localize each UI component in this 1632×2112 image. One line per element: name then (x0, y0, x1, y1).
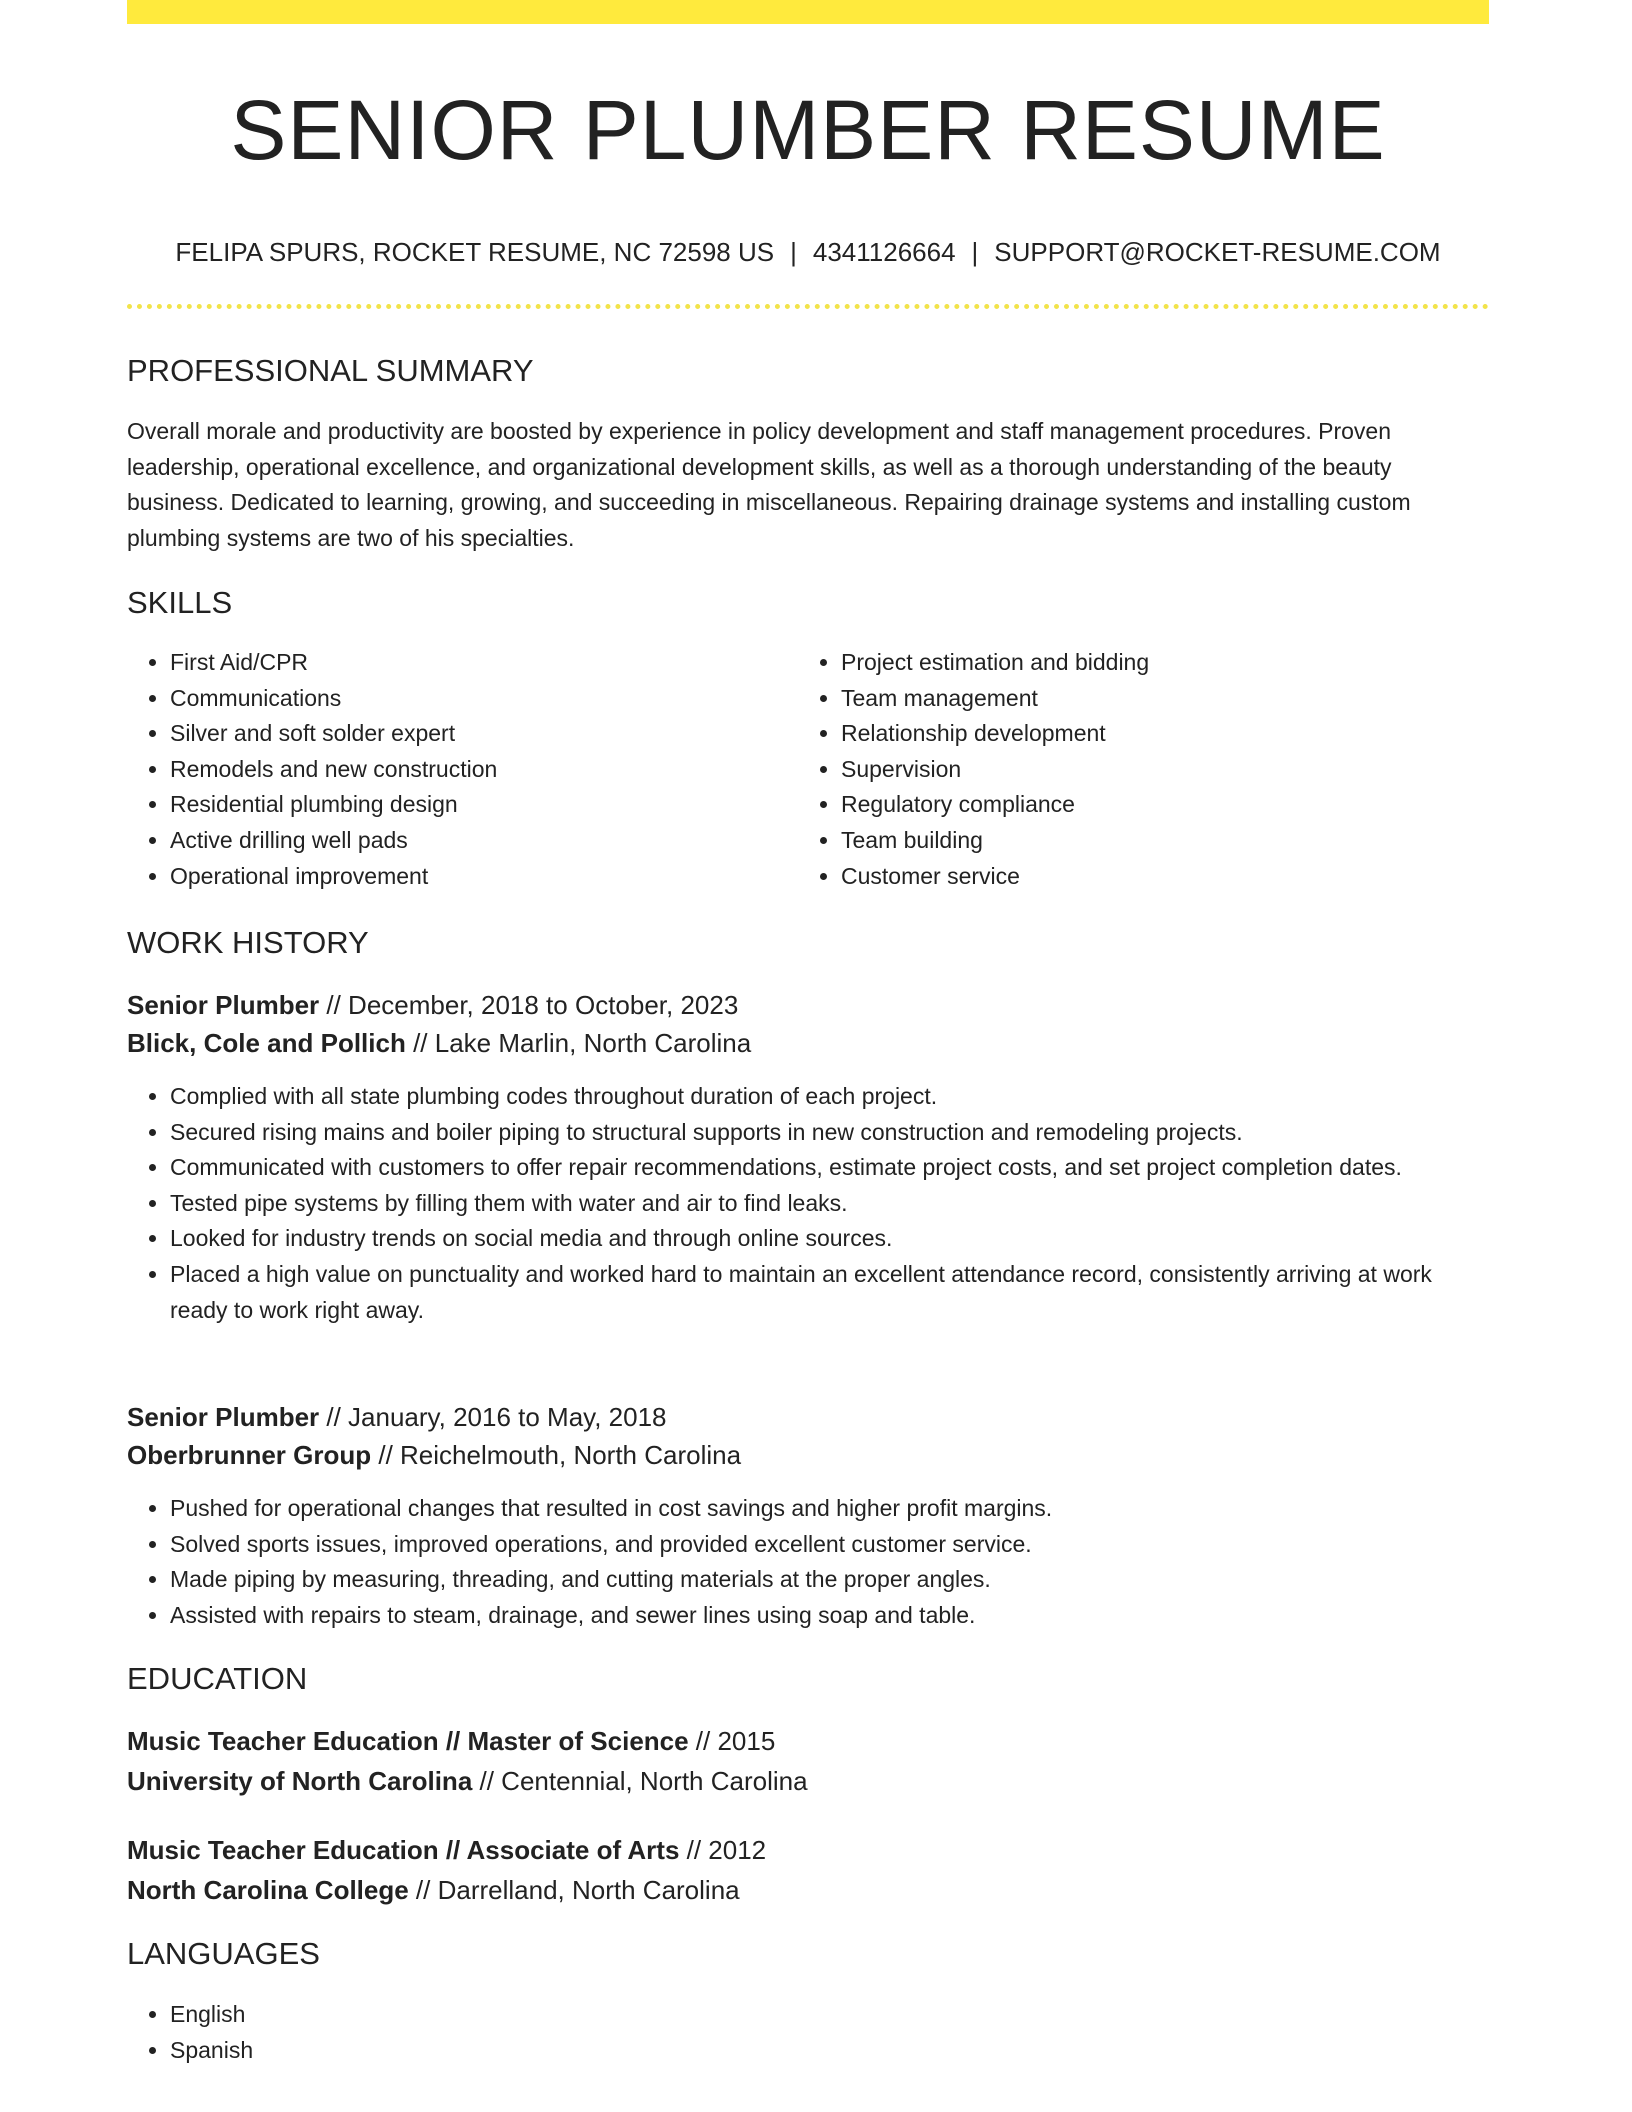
contact-email: SUPPORT@ROCKET-RESUME.COM (994, 237, 1441, 267)
job-bullet: • Tested pipe systems by filling them with water and air to find leaks. (170, 1186, 1489, 1222)
job-title: Senior Plumber (127, 1402, 320, 1432)
job-bullet: • Secured rising mains and boiler piping to structural supports in new construction and remodeling projects. (170, 1115, 1489, 1151)
school-location: // Centennial, North Carolina (472, 1766, 808, 1796)
skill-item: • Supervision (841, 752, 1438, 788)
skill-item: • Remodels and new construction (170, 752, 767, 788)
language-item: • Spanish (170, 2033, 1489, 2069)
job-dates: // December, 2018 to October, 2023 (319, 990, 739, 1020)
school-line (127, 1763, 808, 1799)
job-title-line (127, 1399, 667, 1435)
job-location: // Reichelmouth, North Carolina (371, 1440, 742, 1470)
skill-item: • First Aid/CPR (170, 645, 767, 681)
skill-item: • Active drilling well pads (170, 823, 767, 859)
skills-heading: SKILLS (127, 585, 233, 620)
degree: Music Teacher Education // Associate of Arts (127, 1835, 680, 1865)
contact-separator: | (971, 237, 979, 267)
skill-item: • Relationship development (841, 716, 1438, 752)
job-dates: // January, 2016 to May, 2018 (319, 1402, 667, 1432)
school: University of North Carolina (127, 1766, 473, 1796)
skill-item: • Team building (841, 823, 1438, 859)
skill-item: • Residential plumbing design (170, 787, 767, 823)
job-company-line (127, 1025, 751, 1061)
summary-heading: PROFESSIONAL SUMMARY (127, 353, 534, 388)
school-line (127, 1872, 740, 1908)
degree: Music Teacher Education // Master of Science (127, 1726, 689, 1756)
skill-item: • Communications (170, 681, 767, 717)
job-bullets (127, 1079, 1489, 1328)
job-title: Senior Plumber (127, 990, 320, 1020)
school-location: // Darrelland, North Carolina (408, 1875, 740, 1905)
job-bullet: • Placed a high value on punctuality and worked hard to maintain an excellent attendance record, consistently arriving at work ready to work right away. (170, 1257, 1489, 1328)
job-bullet: • Communicated with customers to offer repair recommendations, estimate project costs, and set project completion dates. (170, 1150, 1489, 1186)
skills-left-column (127, 645, 767, 894)
skill-item: • Regulatory compliance (841, 787, 1438, 823)
skill-item: • Customer service (841, 859, 1438, 895)
skill-item: • Operational improvement (170, 859, 767, 895)
job-bullets (127, 1491, 1489, 1633)
contact-line (127, 236, 1489, 268)
skills-right-column (798, 645, 1438, 894)
languages-list (127, 1997, 1489, 2068)
contact-address: FELIPA SPURS, ROCKET RESUME, NC 72598 US (175, 237, 775, 267)
language-item: • English (170, 1997, 1489, 2033)
job-company: Oberbrunner Group (127, 1440, 372, 1470)
school: North Carolina College (127, 1875, 409, 1905)
skill-item: • Team management (841, 681, 1438, 717)
degree-line (127, 1723, 775, 1759)
job-location: // Lake Marlin, North Carolina (405, 1028, 752, 1058)
job-company: Blick, Cole and Pollich (127, 1028, 406, 1058)
accent-bar (127, 0, 1489, 24)
contact-phone: 4341126664 (812, 237, 956, 267)
summary-text: Overall morale and productivity are boosted by experience in policy development and staff management procedures. Proven leadership, operational excellence, and organizational development skills, as well as a thorough understanding of the beauty business. Dedicated to learning, growing, and succeeding in miscellaneous. Repairing drainage systems and installing custom plumbing systems are two of his specialties. (127, 418, 1411, 551)
job-bullet: • Looked for industry trends on social media and through online sources. (170, 1221, 1489, 1257)
contact-separator: | (790, 237, 797, 267)
job-bullet: • Made piping by measuring, threading, and cutting materials at the proper angles. (170, 1562, 1489, 1598)
degree-line (127, 1832, 766, 1868)
degree-year: // 2015 (688, 1726, 776, 1756)
languages-heading: LANGUAGES (127, 1936, 320, 1971)
degree-year: // 2012 (679, 1835, 767, 1865)
job-bullet: • Solved sports issues, improved operations, and provided excellent customer service. (170, 1527, 1489, 1563)
skill-item: • Silver and soft solder expert (170, 716, 767, 752)
job-company-line (127, 1437, 741, 1473)
work-history-heading: WORK HISTORY (127, 925, 369, 960)
job-bullet: • Complied with all state plumbing codes throughout duration of each project. (170, 1079, 1489, 1115)
job-title-line (127, 987, 738, 1023)
education-heading: EDUCATION (127, 1661, 308, 1696)
resume-title: SENIOR PLUMBER RESUME (230, 83, 1386, 177)
skill-item: • Project estimation and bidding (841, 645, 1438, 681)
job-bullet: • Pushed for operational changes that resulted in cost savings and higher profit margins. (170, 1491, 1489, 1527)
header-divider (127, 304, 1489, 309)
job-bullet: • Assisted with repairs to steam, drainage, and sewer lines using soap and table. (170, 1598, 1489, 1634)
